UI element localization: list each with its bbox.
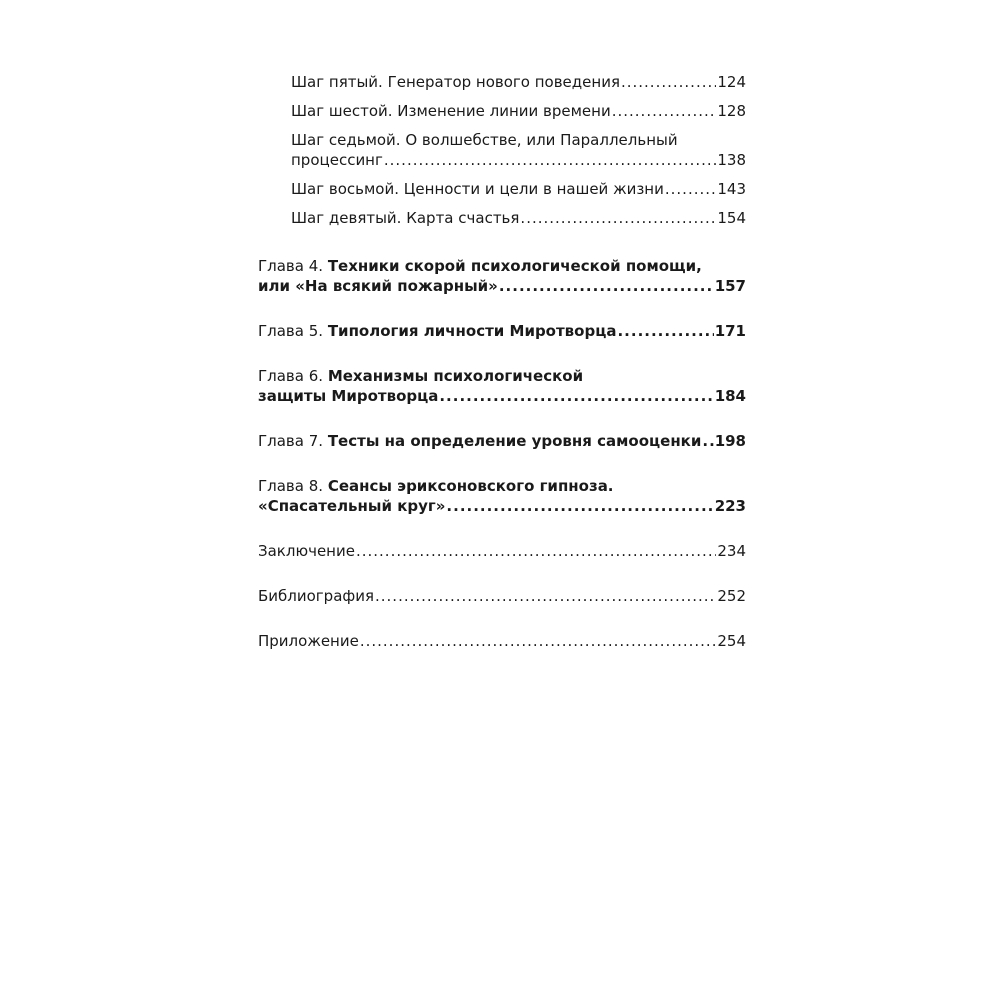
- dot-leader: [612, 101, 717, 121]
- entry-title: Заключение: [258, 542, 355, 560]
- entry-title-line1: Шаг седьмой. О волшебстве, или Параллельный: [291, 131, 678, 149]
- toc-entry-bibliography: [258, 586, 746, 606]
- entry-page: 154: [717, 209, 746, 227]
- chapter-title: или «На всякий пожарный»: [258, 277, 498, 295]
- chapter-title: Тесты на определение уровня самооценки: [327, 432, 702, 450]
- chapter-title-line1: Техники скорой психологической помощи,: [327, 257, 702, 275]
- chapter-label: Глава 5.: [258, 322, 324, 340]
- entry-page: 252: [717, 587, 746, 605]
- table-of-contents: [258, 72, 746, 651]
- entry-title: Библиография: [258, 587, 374, 605]
- dot-leader: [520, 208, 716, 228]
- toc-entry-chapter-5: [258, 321, 746, 341]
- dot-leader: [621, 72, 716, 92]
- toc-entry-chapter-7: [258, 431, 746, 451]
- dot-leader: [356, 541, 716, 561]
- entry-title: Шаг пятый. Генератор нового поведения: [291, 73, 620, 91]
- dot-leader: [360, 631, 717, 651]
- dot-leader: [446, 496, 713, 516]
- toc-entry-chapter-4: [258, 256, 746, 296]
- chapter-page: 198: [714, 432, 746, 450]
- toc-entry-chapter-8: [258, 476, 746, 516]
- dot-leader: [499, 276, 714, 296]
- entry-title: процессинг: [291, 151, 383, 169]
- entry-page: 254: [717, 632, 746, 650]
- chapter-title: «Спасательный круг»: [258, 497, 446, 515]
- dot-leader: [702, 431, 713, 451]
- dot-leader: [665, 179, 716, 199]
- dot-leader: [384, 150, 716, 170]
- dot-leader: [617, 321, 713, 341]
- chapter-title-line1: Сеансы эриксоновского гипноза.: [327, 477, 614, 495]
- toc-entry-step-9: [291, 208, 746, 228]
- chapter-title: Типология личности Миротворца: [327, 322, 617, 340]
- dot-leader: [439, 386, 713, 406]
- entry-title: Приложение: [258, 632, 359, 650]
- chapter-label: Глава 8.: [258, 477, 324, 495]
- toc-entry-step-6: [291, 101, 746, 121]
- toc-entry-conclusion: [258, 541, 746, 561]
- chapter-label: Глава 7.: [258, 432, 324, 450]
- chapter-title: защиты Миротворца: [258, 387, 439, 405]
- entry-title: Шаг девятый. Карта счастья: [291, 209, 520, 227]
- toc-entry-step-5: [291, 72, 746, 92]
- entry-page: 143: [717, 180, 746, 198]
- chapter-page: 157: [714, 277, 746, 295]
- toc-entry-chapter-6: [258, 366, 746, 406]
- entry-page: 234: [717, 542, 746, 560]
- chapter-label: Глава 4.: [258, 257, 324, 275]
- chapter-page: 223: [714, 497, 746, 515]
- entry-page: 128: [717, 102, 746, 120]
- chapter-page: 171: [714, 322, 746, 340]
- toc-entry-appendix: [258, 631, 746, 651]
- entry-title: Шаг восьмой. Ценности и цели в нашей жизни: [291, 180, 664, 198]
- sub-entries: [258, 72, 746, 228]
- chapter-title-line1: Механизмы психологической: [327, 367, 584, 385]
- entry-page: 124: [717, 73, 746, 91]
- entry-page: 138: [717, 151, 746, 169]
- chapter-page: 184: [714, 387, 746, 405]
- toc-entry-step-7: [291, 130, 746, 170]
- entry-title: Шаг шестой. Изменение линии времени: [291, 102, 611, 120]
- toc-entry-step-8: [291, 179, 746, 199]
- dot-leader: [375, 586, 716, 606]
- chapter-label: Глава 6.: [258, 367, 324, 385]
